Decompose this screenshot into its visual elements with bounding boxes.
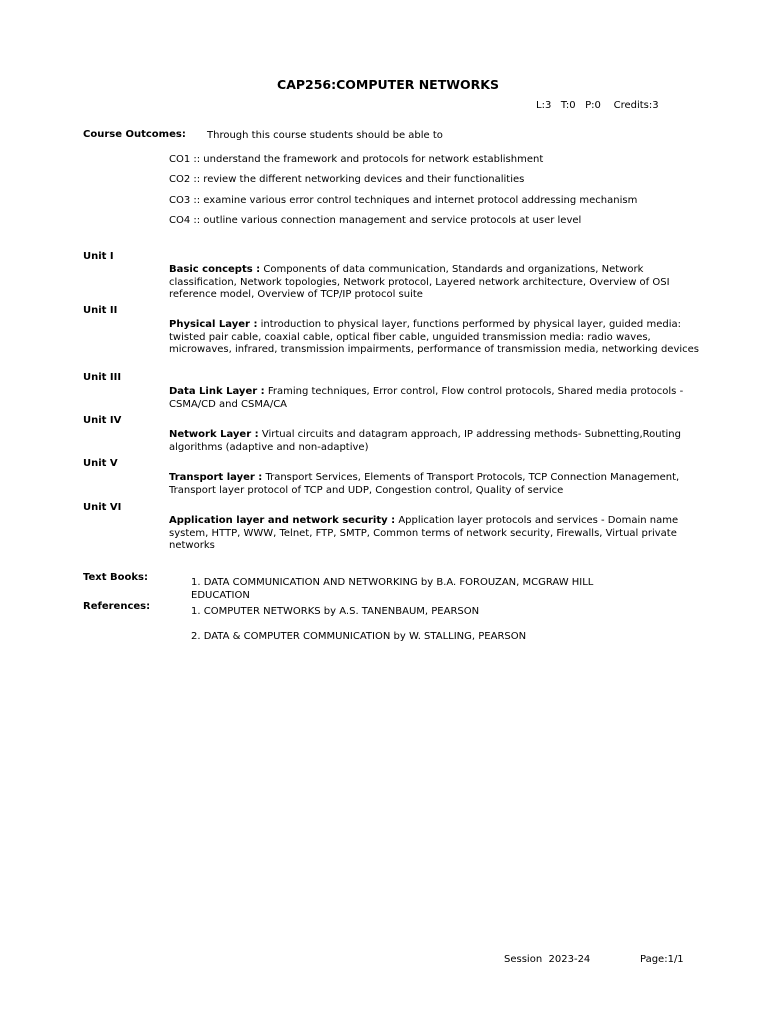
- unit-body-6: Application layer protocols and services - Domain name system, HTTP, WWW, Telnet, FTP, SMTP, Common terms of network security, Firewalls, Virtual private networks: [169, 515, 679, 551]
- unit-heading-2: Physical Layer :: [169, 319, 258, 330]
- unit-body-4: Virtual circuits and datagram approach, IP addressing methods- Subnetting,Routing algorithms (adaptive and non-adaptive): [169, 429, 681, 453]
- unit-heading-4: Network Layer :: [169, 429, 259, 440]
- unit-content-2: [169, 319, 709, 357]
- unit-label-3: Unit III: [83, 372, 122, 383]
- unit-label-5: Unit V: [83, 458, 118, 469]
- unit-heading-5: Transport layer :: [169, 472, 263, 483]
- unit-body-2: introduction to physical layer, functions performed by physical layer, guided media: twisted pair cable, coaxial cable, optical fiber cable, unguided transmission media: radio waves, microwaves, infrared, transmission impairments, performance of transmission media, networking devices: [169, 319, 699, 355]
- unit-body-1: Components of data communication, Standards and organizations, Network classification, Network topologies, Network protocol, Layered network architecture, Overview of OSI reference model, Overview of TCP/IP protocol suite: [169, 264, 670, 300]
- course-outcomes-intro: Through this course students should be able to: [207, 130, 443, 141]
- outcome-co3: CO3 :: examine various error control techniques and internet protocol addressing mechanism: [169, 195, 638, 206]
- reference-2: 2. DATA & COMPUTER COMMUNICATION by W. STALLING, PEARSON: [191, 631, 527, 642]
- unit-content-3: [169, 386, 709, 411]
- unit-heading-1: Basic concepts :: [169, 264, 261, 275]
- unit-label-4: Unit IV: [83, 415, 122, 426]
- unit-content-6: [169, 515, 709, 553]
- unit-body-5: Transport Services, Elements of Transport Protocols, TCP Connection Management, Transport layer protocol of TCP and UDP, Congestion control, Quality of service: [169, 472, 680, 496]
- references-label: References:: [83, 601, 151, 612]
- text-books-label: Text Books:: [83, 572, 148, 583]
- course-title: CAP256:COMPUTER NETWORKS: [277, 77, 499, 92]
- footer-session: Session 2023-24: [504, 954, 591, 965]
- reference-1: 1. COMPUTER NETWORKS by A.S. TANENBAUM, PEARSON: [191, 606, 480, 617]
- unit-label-6: Unit VI: [83, 502, 122, 513]
- outcome-co1: CO1 :: understand the framework and protocols for network establishment: [169, 154, 544, 165]
- unit-label-1: Unit I: [83, 251, 114, 262]
- unit-content-1: [169, 264, 709, 302]
- unit-body-3: Framing techniques, Error control, Flow control protocols, Shared media protocols - CSMA/CD and CSMA/CA: [169, 386, 684, 410]
- outcome-co2: CO2 :: review the different networking devices and their functionalities: [169, 174, 525, 185]
- unit-heading-3: Data Link Layer :: [169, 386, 265, 397]
- outcome-co4: CO4 :: outline various connection management and service protocols at user level: [169, 215, 582, 226]
- unit-heading-6: Application layer and network security :: [169, 515, 396, 526]
- unit-content-5: [169, 472, 709, 497]
- unit-label-2: Unit II: [83, 305, 118, 316]
- course-outcomes-label: Course Outcomes:: [83, 129, 186, 140]
- unit-content-4: [169, 429, 709, 454]
- text-book-1: 1. DATA COMMUNICATION AND NETWORKING by B.A. FOROUZAN, MCGRAW HILL EDUCATION: [191, 577, 594, 601]
- footer-page-number: Page:1/1: [640, 954, 684, 965]
- course-credits: L:3 T:0 P:0 Credits:3: [536, 100, 659, 111]
